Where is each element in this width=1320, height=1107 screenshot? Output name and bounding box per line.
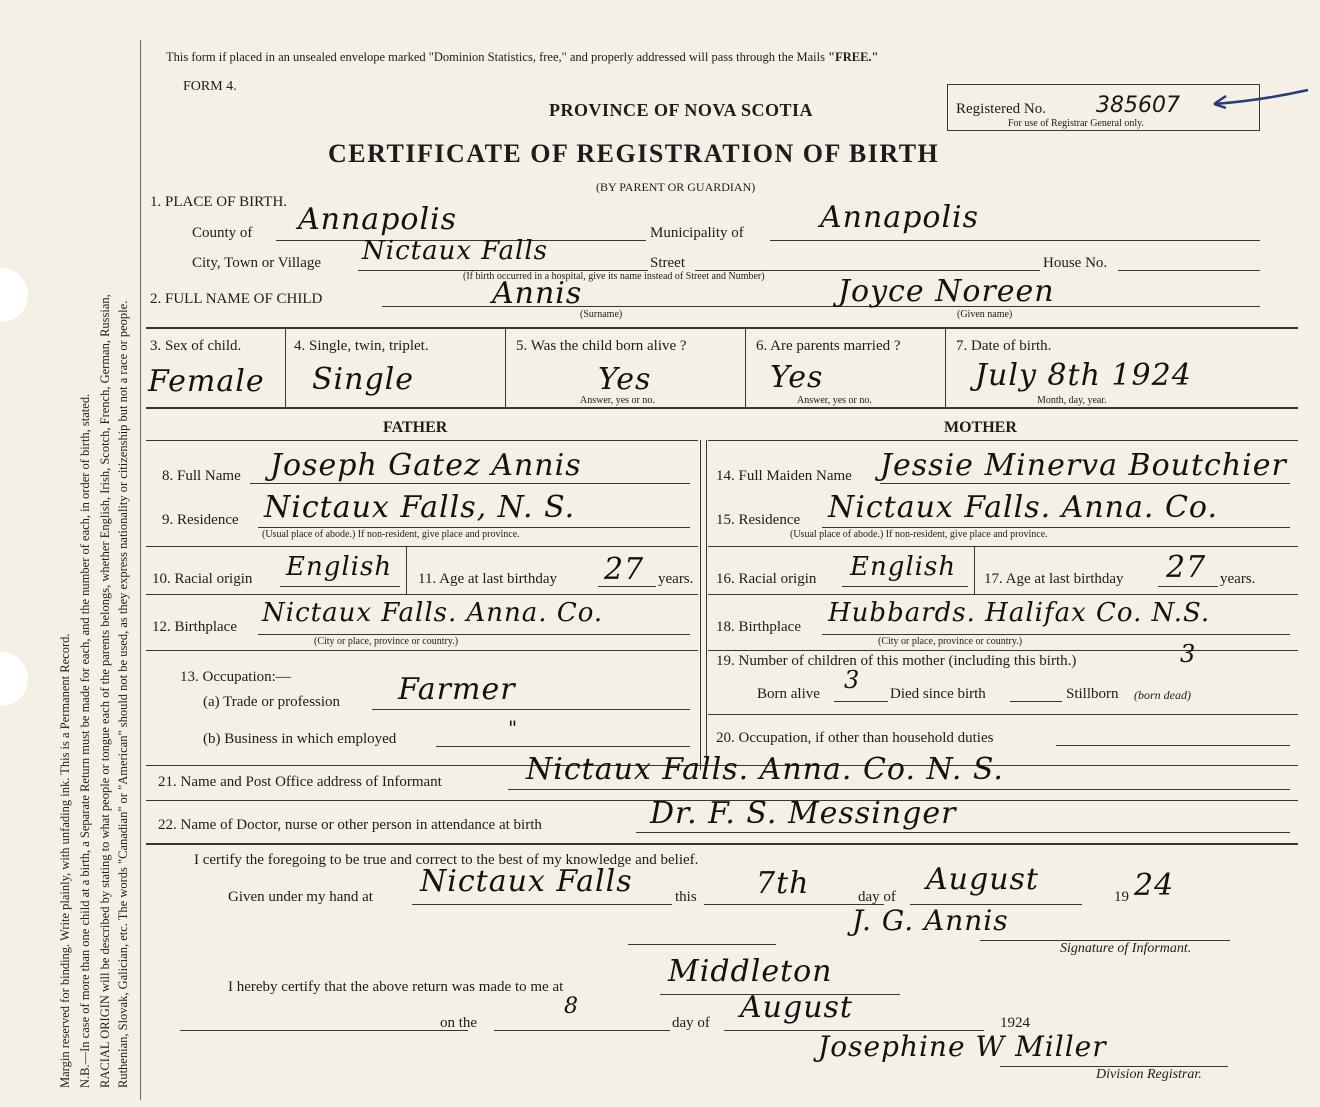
trade-line [372, 709, 690, 710]
registrar-day-of-label: day of [672, 1015, 710, 1031]
mother-birthplace-label: 18. Birthplace [716, 619, 801, 635]
informant-signature: J. G. Annis [852, 904, 1009, 937]
father-residence-value: Nictaux Falls, N. S. [264, 490, 576, 525]
registrar-day-value: 8 [564, 994, 579, 1019]
father-birthplace-label: 12. Birthplace [152, 619, 237, 635]
doctor-value: Dr. F. S. Messinger [650, 796, 957, 831]
mother-name-line [880, 483, 1290, 484]
sex-label: 3. Sex of child. [150, 338, 242, 354]
mother-age-label: 17. Age at last birthday [984, 571, 1124, 587]
municipality-value: Annapolis [820, 200, 980, 235]
given-year-prefix: 19 [1114, 889, 1129, 905]
business-line [436, 746, 690, 747]
plurality-label: 4. Single, twin, triplet. [294, 338, 429, 354]
father-racial-label: 10. Racial origin [152, 571, 253, 587]
dob-caption: Month, day, year. [1037, 395, 1107, 406]
margin-rule [140, 40, 141, 1100]
punch-hole [0, 652, 28, 706]
mother-age-line [1158, 586, 1218, 587]
hospital-note: (If birth occurred in a hospital, give its name instead of Street and Number) [463, 271, 765, 282]
mother-birthplace-value: Hubbards. Halifax Co. N.S. [828, 598, 1211, 628]
registrar-year: 1924 [1000, 1015, 1030, 1031]
cell-divider [945, 327, 946, 407]
father-heading: FATHER [383, 419, 448, 436]
registrar-day-line [494, 1030, 670, 1031]
surname-caption: (Surname) [580, 309, 623, 320]
place-of-birth-heading: 1. PLACE OF BIRTH. [150, 194, 288, 210]
municipality-label: Municipality of [650, 225, 744, 241]
father-residence-caption: (Usual place of abode.) If non-resident, give place and province. [262, 529, 520, 540]
registrar-caption: Division Registrar. [1096, 1067, 1202, 1082]
city-label: City, Town or Village [192, 255, 322, 271]
father-name-line [250, 483, 690, 484]
cell-divider [505, 327, 506, 407]
stillborn-note: (born dead) [1134, 688, 1191, 702]
cell-divider [974, 546, 975, 594]
registrar-left-line [180, 1030, 468, 1031]
stillborn-label: Stillborn [1066, 686, 1119, 702]
dob-value: July 8th 1924 [975, 358, 1192, 393]
father-birthplace-line [258, 634, 690, 635]
given-place-line [412, 904, 672, 905]
registrar-statement: I hereby certify that the above return was made to me at [228, 979, 564, 995]
mother-name-label: 14. Full Maiden Name [716, 468, 852, 484]
given-day-value: 7th [756, 866, 810, 901]
mail-note: This form if placed in an unsealed envelope marked "Dominion Statistics, free," and properly addressed will pass through the Mails "FREE." [166, 50, 879, 64]
cell-divider [406, 546, 407, 594]
father-name-value: Joseph Gatez Annis [270, 448, 582, 483]
mother-name-value: Jessie Minerva Boutchier [880, 448, 1287, 483]
father-birthplace-caption: (City or place, province or country.) [314, 636, 459, 647]
certificate-title: CERTIFICATE OF REGISTRATION OF BIRTH [328, 139, 940, 168]
cell-divider [285, 327, 286, 407]
informant-label: 21. Name and Post Office address of Informant [158, 774, 442, 790]
child-surname: Annis [492, 276, 583, 311]
registrar-place-value: Middleton [668, 954, 833, 989]
doctor-line [636, 832, 1290, 833]
born-alive-caption: Answer, yes or no. [580, 395, 655, 406]
registered-number-label: Registered No. [956, 101, 1046, 117]
father-rule [146, 440, 698, 441]
business-value: " [508, 716, 519, 740]
children-count-label: 19. Number of children of this mother (including this birth.) [716, 653, 1077, 669]
informant-value: Nictaux Falls. Anna. Co. N. S. [526, 752, 1004, 787]
certificate-subtitle: (BY PARENT OR GUARDIAN) [596, 180, 756, 194]
born-alive-count-value: 3 [844, 666, 861, 694]
father-racial-line [280, 586, 400, 587]
mother-residence-value: Nictaux Falls. Anna. Co. [828, 490, 1218, 525]
county-value: Annapolis [298, 202, 458, 237]
mother-occupation-label: 20. Occupation, if other than household duties [716, 730, 994, 746]
section-rule [146, 407, 1298, 409]
registrar-on-the-label: on the [440, 1015, 478, 1031]
parents-divider [706, 440, 707, 770]
father-residence-label: 9. Residence [162, 512, 239, 528]
mother-residence-line [822, 527, 1290, 528]
father-rule [146, 650, 698, 651]
mother-rule [708, 440, 1298, 441]
city-value: Nictaux Falls [362, 236, 548, 266]
father-residence-line [258, 527, 690, 528]
racial-origin-note: RACIAL ORIGIN will be described by stating to what people or tongue each of the parents belongs, whether English, Irish, Scotch, French, German, Russian, [98, 294, 112, 1088]
sex-value: Female [148, 364, 265, 399]
binding-margin [0, 0, 140, 1107]
mother-occupation-line [1056, 745, 1290, 746]
house-number-label: House No. [1043, 255, 1108, 271]
street-label: Street [650, 255, 685, 271]
county-label: County of [192, 225, 253, 241]
house-number-line [1118, 270, 1260, 271]
municipality-line [770, 240, 1260, 241]
child-name-label: 2. FULL NAME OF CHILD [150, 291, 323, 307]
mother-residence-label: 15. Residence [716, 512, 801, 528]
registered-number: 385607 [1096, 93, 1180, 118]
binding-note: Margin reserved for binding. Write plainly, with unfading ink. This is a Permanent Record. [58, 633, 72, 1088]
born-alive-label: 5. Was the child born alive ? [516, 338, 687, 354]
given-under-hand-label: Given under my hand at [228, 889, 373, 905]
born-alive-value: Yes [598, 362, 652, 397]
given-place-value: Nictaux Falls [420, 864, 633, 899]
parents-married-caption: Answer, yes or no. [797, 395, 872, 406]
business-label: (b) Business in which employed [203, 731, 397, 747]
died-line [1010, 701, 1062, 702]
plurality-value: Single [312, 362, 415, 397]
children-count-value: 3 [1180, 640, 1197, 668]
mother-rule [708, 546, 1298, 547]
born-alive-count-line [834, 701, 888, 702]
cell-divider [745, 327, 746, 407]
trade-label: (a) Trade or profession [203, 694, 341, 710]
father-age-value: 27 [604, 552, 645, 587]
given-name-caption: (Given name) [957, 309, 1013, 320]
racial-origin-note-2: Ruthenian, Slovak, Galician, etc. The words "Canadian" or "American" should not be used, as they express nationality or citizenship but not a race or people. [116, 300, 130, 1088]
child-given-name: Joyce Noreen [838, 274, 1055, 309]
father-age-label: 11. Age at last birthday [418, 571, 557, 587]
father-rule [146, 594, 698, 595]
mother-birthplace-caption: (City or place, province or country.) [878, 636, 1023, 647]
mother-racial-line [842, 586, 968, 587]
given-month-value: August [926, 862, 1039, 897]
separator-rule [628, 944, 776, 945]
informant-signature-caption: Signature of Informant. [1060, 941, 1192, 956]
father-racial-value: English [286, 552, 393, 582]
mother-rule [708, 594, 1298, 595]
registrar-general-note: For use of Registrar General only. [1008, 118, 1144, 129]
father-occupation-label: 13. Occupation:— [180, 669, 291, 685]
parents-divider [700, 440, 701, 770]
parents-married-value: Yes [770, 360, 824, 395]
father-name-label: 8. Full Name [162, 468, 241, 484]
mother-residence-caption: (Usual place of abode.) If non-resident, give place and province. [790, 529, 1048, 540]
form-number: FORM 4. [183, 79, 237, 94]
born-alive-count-label: Born alive [757, 686, 820, 702]
arrow-mark-icon [1212, 86, 1312, 110]
mother-racial-value: English [850, 552, 957, 582]
father-rule [146, 546, 698, 547]
mother-rule [708, 650, 1298, 651]
given-day-of-label: day of [858, 889, 896, 905]
section-rule [146, 327, 1298, 329]
parents-married-label: 6. Are parents married ? [756, 338, 901, 354]
this-label: this [675, 889, 697, 905]
father-birthplace-value: Nictaux Falls. Anna. Co. [262, 598, 604, 628]
died-label: Died since birth [890, 686, 986, 702]
mother-years-label: years. [1220, 571, 1256, 587]
certify-statement: I certify the foregoing to be true and correct to the best of my knowledge and belief. [194, 852, 699, 868]
multiple-birth-note: N.B.—In case of more than one child at a birth, a Separate Return must be made for each, and the number of each, in order of birth, stated. [78, 393, 92, 1088]
mother-age-value: 27 [1166, 550, 1207, 585]
dob-label: 7. Date of birth. [956, 338, 1052, 354]
province-heading: PROVINCE OF NOVA SCOTIA [549, 100, 814, 120]
trade-value: Farmer [398, 672, 516, 707]
registrar-signature: Josephine W Miller [818, 1030, 1107, 1063]
section-rule [146, 843, 1298, 845]
mother-rule [708, 714, 1298, 715]
mother-heading: MOTHER [944, 419, 1017, 436]
registrar-month-value: August [740, 990, 853, 1025]
father-years-label: years. [658, 571, 694, 587]
mother-birthplace-line [822, 634, 1290, 635]
doctor-label: 22. Name of Doctor, nurse or other person in attendance at birth [158, 817, 542, 833]
punch-hole [0, 268, 28, 322]
informant-line [508, 789, 1290, 790]
given-year-suffix: 24 [1134, 868, 1175, 903]
mother-racial-label: 16. Racial origin [716, 571, 817, 587]
